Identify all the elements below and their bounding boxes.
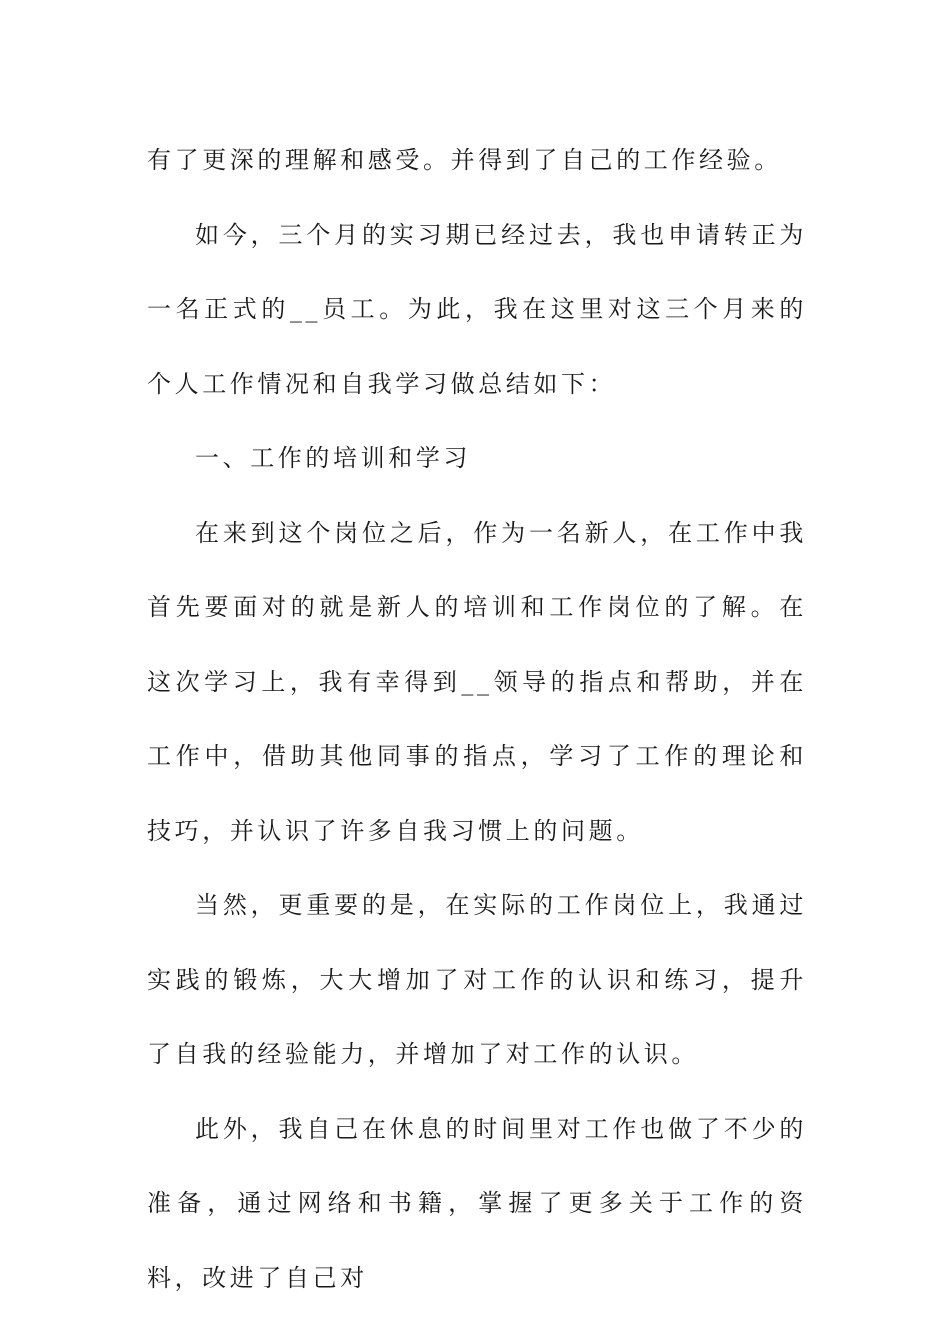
paragraph-training: 在来到这个岗位之后，作为一名新人，在工作中我首先要面对的就是新人的培训和工作岗位的了解。在这次学习上，我有幸得到__领导的指点和帮助，并在工作中，借助其他同事的指点，学习了工作的理论和技巧，并认识了许多自我习惯上的问题。	[147, 518, 807, 845]
document-body	[147, 123, 807, 1315]
paragraph-practice: 当然，更重要的是，在实际的工作岗位上，我通过实践的锻炼，大大增加了对工作的认识和练习，提升了自我的经验能力，并增加了对工作的认识。	[147, 891, 807, 1068]
section-heading: 一、工作的培训和学习	[195, 444, 471, 472]
paragraph-intro: 如今，三个月的实习期已经过去，我也申请转正为一名正式的__员工。为此，我在这里对这三个月来的个人工作情况和自我学习做总结如下：	[147, 220, 807, 398]
paragraph-selfstudy: 此外，我自己在休息的时间里对工作也做了不少的准备，通过网络和书籍，掌握了更多关于工作的资料，改进了自己对	[147, 1114, 807, 1292]
paragraph-continuation: 有了更深的理解和感受。并得到了自己的工作经验。	[147, 146, 782, 174]
